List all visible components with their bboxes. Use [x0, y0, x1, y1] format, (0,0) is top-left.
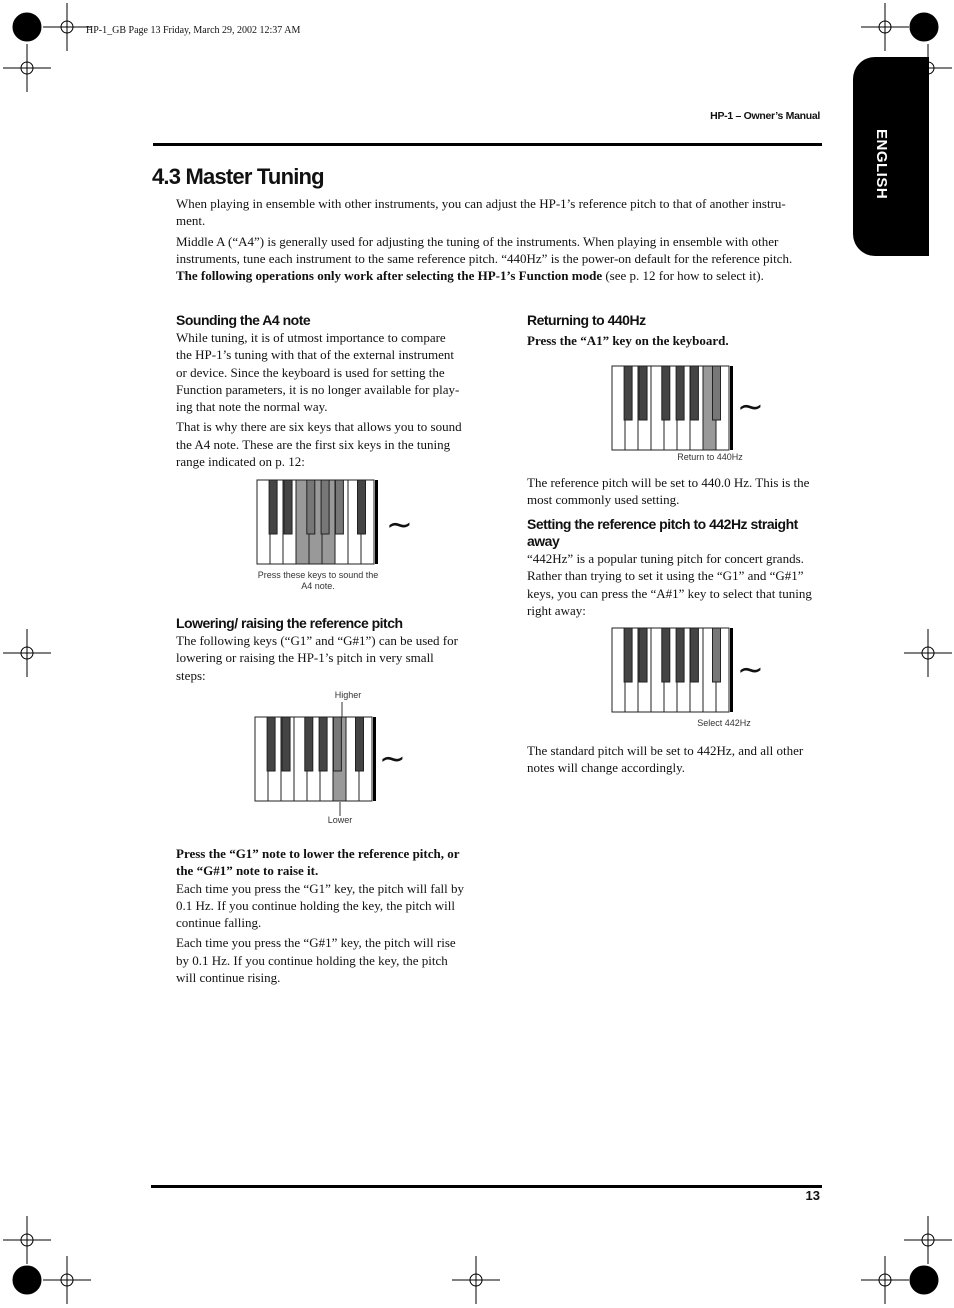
a4-p1-line: the HP-1’s tuning with that of the external instrument [176, 347, 455, 363]
black-key [333, 717, 341, 771]
return440-heading: Returning to 440Hz [527, 312, 646, 328]
registration-circle [922, 1234, 934, 1246]
a4-p2-line: the A4 note. These are the first six keys in the tuning [176, 436, 451, 452]
intro-line-1: When playing in ensemble with other instruments, you can adjust the HP-1’s reference pitch to that of another instru- [176, 196, 786, 211]
set442-heading [527, 516, 827, 550]
intro [176, 195, 826, 284]
s442-line: Rather than trying to set it using the “G1” and “G#1” [527, 568, 804, 584]
tilde-glyph: ~ [379, 739, 406, 777]
set442-heading-line-2: away [527, 533, 560, 549]
lr-bold-line: the “G#1” note to raise it. [176, 863, 319, 879]
black-key [713, 366, 721, 420]
section-title: 4.3 Master Tuning [152, 164, 324, 189]
bottom-rule [151, 1185, 822, 1188]
intro-rest: (see p. 12 for how to select it). [602, 268, 764, 284]
tilde-glyph: ~ [386, 505, 413, 543]
set442-section [527, 516, 827, 619]
lower-raise-section [176, 615, 476, 684]
top-rule [153, 143, 822, 146]
registration-circle [879, 21, 891, 33]
black-key [307, 480, 315, 534]
set442-para-1 [527, 550, 827, 619]
registration-circle [61, 21, 73, 33]
black-key [356, 717, 364, 771]
return440-caption: Return to 440Hz [677, 452, 743, 462]
registration-circle [21, 647, 33, 659]
a4-p2-line: range indicated on p. 12: [176, 454, 305, 470]
a4-caption-line-2: A4 note. [301, 581, 335, 591]
black-key [269, 480, 277, 534]
lr-bold-line: Press the “G1” note to lower the reference pitch, or [176, 846, 460, 861]
keyboard-a1 [612, 366, 737, 451]
keyboard-a4 [257, 480, 382, 565]
white-key [612, 366, 625, 450]
registration-starburst [910, 13, 938, 41]
tilde-glyph: ~ [737, 650, 764, 688]
a4-p1-line: Function parameters, it is no longer available for play- [176, 381, 460, 397]
black-key [624, 628, 632, 682]
black-key [662, 366, 670, 420]
keyboard-g1 [255, 702, 380, 817]
black-key [639, 366, 647, 420]
intro-bold: The following operations only work after selecting the HP-1’s Function mode [176, 268, 603, 284]
lr-p2-line: 0.1 Hz. If you continue holding the key, the pitch will [176, 897, 455, 913]
language-tab-label: ENGLISH [873, 129, 890, 200]
keyboard-edge [730, 628, 733, 712]
black-key [335, 480, 343, 534]
black-key [676, 628, 684, 682]
a4-p1-line: or device. Since the keyboard is used for setting the [176, 364, 445, 380]
black-key [319, 717, 327, 771]
language-tab [853, 57, 929, 256]
intro-line-2a: Middle A (“A4”) is generally used for adjusting the tuning of the instruments. When playing in ensemble with other [176, 233, 779, 249]
a4-p2-line: That is why there are six keys that allows you to sound [176, 419, 462, 435]
registration-circle [470, 1274, 482, 1286]
a4-section [176, 312, 476, 470]
black-key [713, 628, 721, 682]
s442-p2-line: notes will change accordingly. [527, 760, 685, 776]
black-key [662, 628, 670, 682]
white-key [612, 628, 625, 712]
page-number: 13 [805, 1188, 820, 1203]
a4-caption-line-1: Press these keys to sound the [257, 570, 379, 580]
black-key [690, 366, 698, 420]
lr-p1-line: steps: [176, 667, 206, 683]
lr-p3-line: by 0.1 Hz. If you continue holding the key, the pitch [176, 952, 448, 968]
intro-line-2b: instruments, tune each instrument to the same reference pitch. “440Hz” is the power-on default for the reference pitch. [176, 250, 793, 266]
s442-line: keys, you can press the “A#1” key to select that tuning [527, 585, 812, 601]
intro-line-2c [176, 267, 826, 284]
r440-line: most commonly used setting. [527, 492, 680, 508]
a4-p1-line: ing that note the normal way. [176, 399, 328, 415]
lr-p3-line: Each time you press the “G#1” key, the pitch will rise [176, 935, 456, 951]
registration-circle [61, 1274, 73, 1286]
a4-caption [248, 570, 388, 592]
tilde-glyph: ~ [737, 387, 764, 425]
black-key [321, 480, 329, 534]
label-lower: Lower [327, 815, 353, 825]
registration-starburst [13, 13, 41, 41]
set442-para-2 [527, 742, 827, 777]
lr-p1-line: The following keys (“G1” and “G#1”) can be used for [176, 633, 458, 648]
white-key [255, 717, 268, 801]
set442-heading-line-1: Setting the reference pitch to 442Hz straight [527, 516, 798, 532]
black-key [676, 366, 684, 420]
keyboard-edge [730, 366, 733, 450]
manual-title: HP-1 – Owner’s Manual [710, 110, 820, 122]
lr-p3-line: will continue rising. [176, 970, 281, 986]
return440-para [527, 474, 827, 509]
lr-p1-line: lowering or raising the HP-1’s pitch in very small [176, 650, 434, 666]
a4-p1-line: While tuning, it is of utmost importance to compare [176, 330, 446, 345]
registration-circle [879, 1274, 891, 1286]
lr-bold [176, 845, 476, 880]
black-key [358, 480, 366, 534]
black-key [284, 480, 292, 534]
s442-line: right away: [527, 602, 586, 618]
lr-para-2 [176, 880, 476, 932]
return440-bold: Press the “A1” key on the keyboard. [527, 333, 729, 348]
lr-para-3 [176, 934, 476, 986]
label-higher: Higher [334, 690, 362, 700]
black-key [624, 366, 632, 420]
set442-caption: Select 442Hz [697, 718, 751, 728]
file-info: HP-1_GB Page 13 Friday, March 29, 2002 12:37 AM [86, 25, 301, 36]
registration-circle [21, 62, 33, 74]
s442-line: “442Hz” is a popular tuning pitch for concert grands. [527, 551, 804, 566]
r440-line: The reference pitch will be set to 440.0 Hz. This is the [527, 475, 810, 490]
lower-raise-instructions [176, 845, 476, 986]
black-key [267, 717, 275, 771]
black-key [305, 717, 313, 771]
registration-starburst [13, 1266, 41, 1294]
s442-p2-line: The standard pitch will be set to 442Hz, and all other [527, 743, 804, 758]
black-key [639, 628, 647, 682]
keyboard-edge [373, 717, 376, 801]
white-key [257, 480, 270, 564]
return440-section [527, 312, 827, 349]
intro-line-1b: ment. [176, 213, 206, 229]
a4-para-1 [176, 329, 476, 415]
a4-para-2 [176, 418, 476, 470]
keyboard-asharp1 [612, 628, 737, 713]
registration-circle [21, 1234, 33, 1246]
black-key [282, 717, 290, 771]
lower-raise-heading: Lowering/ raising the reference pitch [176, 615, 403, 631]
lr-p2-line: continue falling. [176, 915, 262, 931]
black-key [690, 628, 698, 682]
lower-raise-para-1 [176, 632, 476, 684]
registration-circle [922, 647, 934, 659]
keyboard-edge [375, 480, 378, 564]
registration-starburst [910, 1266, 938, 1294]
lr-p2-line: Each time you press the “G1” key, the pitch will fall by [176, 880, 464, 896]
a4-heading: Sounding the A4 note [176, 312, 311, 328]
